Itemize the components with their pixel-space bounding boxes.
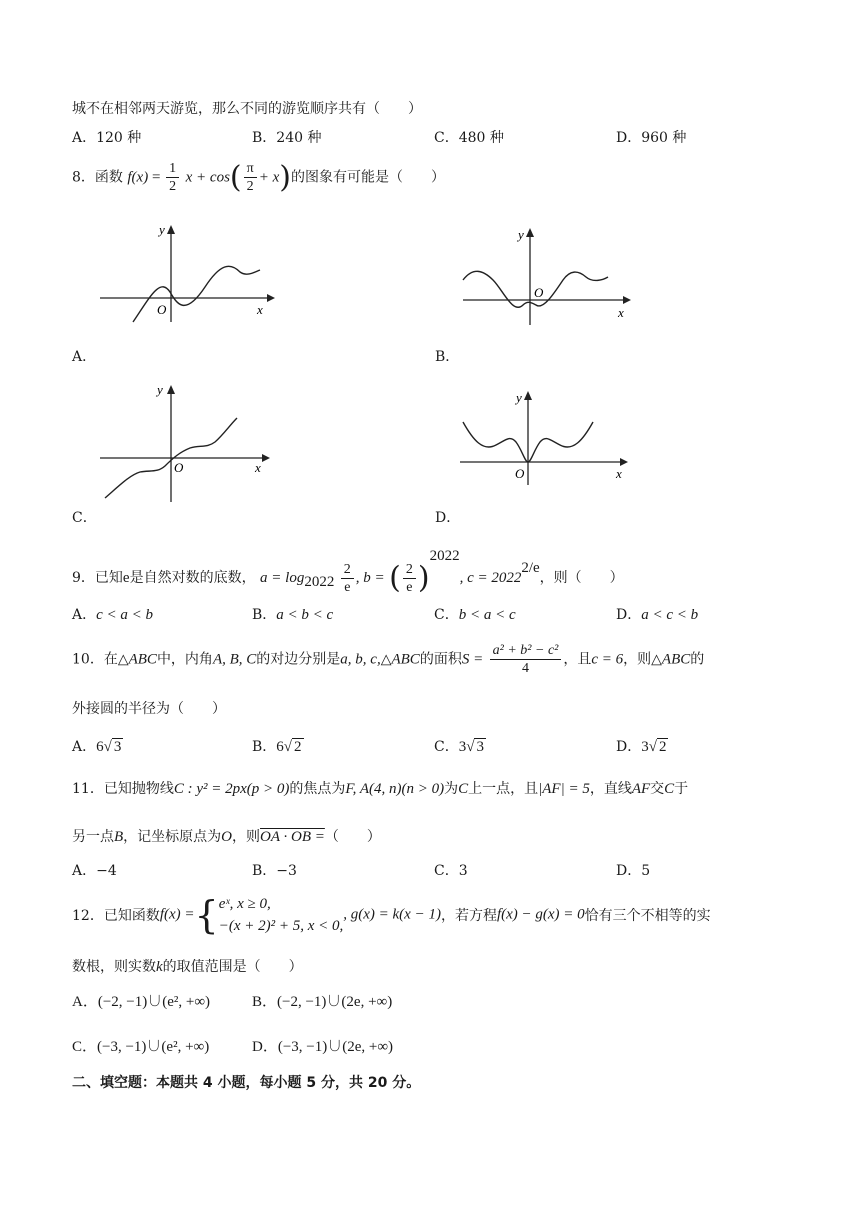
q12-piecewise: eˣ, x ≥ 0, −(x + 2)² + 5, x < 0, [218,896,344,934]
q8-label-a: A． [72,349,97,365]
svg-text:x: x [255,460,261,475]
q11-option-d: D．5 [616,863,651,879]
q8-label-b: B． [435,349,460,365]
q9-option-a: A．c < a < b [72,607,154,623]
q12-stem-line1: 12．已知函数f(x) ={ eˣ, x ≥ 0, −(x + 2)² + 5, x < 0, , g(x) = k(x − 1)，若方程f(x) − g(x) = 0恰有三个不相等的实 [72,893,711,937]
q9-option-d: D．a < c < b [616,607,699,623]
q8-graph-d [458,390,638,490]
section-2-title: 二、填空题：本题共 4 小题，每小题 5 分，共 20 分。 [72,1075,421,1091]
q8-graph-a [95,222,275,327]
q8-stem: 8．函数 f(x) = $\frac{1}{2}$ x + cos( $\frac{\pi}{2}$ + x)的图象有可能是（ ） [72,160,445,195]
q12-option-d: D．(−3, −1)∪(2e, +∞) [252,1039,394,1055]
q8-label-c: C． [72,510,97,526]
svg-text:O: O [157,302,167,317]
q9-options [72,604,792,624]
svg-text:x: x [616,466,622,481]
q11-option-a: A．−4 [72,863,117,879]
svg-text:y: y [157,382,163,397]
q8-half-fraction: $\frac{1}{2}$ [166,160,179,195]
q11-stem-line1: 11．已知抛物线C : y² = 2px(p > 0)的焦点为F, A(4, n)(n > 0)为C上一点，且|AF| = 5，直线AF交C于 [72,781,689,797]
q9-option-b: B．a < b < c [252,607,334,623]
q7-option-b: B．240 种 [252,130,322,146]
q10-options [72,736,792,756]
q7-stem-tail: 城不在相邻两天游览，那么不同的游览顺序共有（ ） [72,101,422,117]
q9-stem: 9．已知e是自然对数的底数， $a = \log_{2022}$ $\frac{2}{e}$ , b = ( $\frac{2}{e}$ )$^{2022}$, $c = 2022^{2/e}$，则（ ） [72,548,624,596]
q9-option-c: C．b < a < c [434,607,516,623]
q10-option-b: B．6√ 2 [252,739,302,755]
q7-option-a: A．120 种 [72,130,142,146]
q10-stem-line1: 10．在△ABC中，内角A, B, C的对边分别是a, b, c,△ABC的面积S = $\frac{\text{a² + b² − c²}}{4}$ ，且c = 6，则△ABC的 [72,643,705,676]
q7-options [72,127,792,147]
q10-option-a: A．6√ 3 [72,739,122,755]
q8-label-d: D． [435,510,461,526]
svg-text:y: y [516,390,522,405]
q8-graph-c [95,380,275,502]
svg-text:O: O [534,285,544,300]
q7-option-d: D．960 种 [616,130,687,146]
q10-stem-line2: 外接圆的半径为（ ） [72,701,226,717]
q8-pi-fraction: $\frac{\pi}{2}$ [244,160,257,195]
svg-text:y: y [518,227,524,242]
q10-option-d: D．3√ 2 [616,739,667,755]
q11-options [72,860,792,880]
svg-text:x: x [257,302,263,317]
svg-text:y: y [159,222,165,237]
q12-option-a: A．(−2, −1)∪(e², +∞) [72,994,211,1010]
svg-text:O: O [515,466,525,481]
q11-option-c: C．3 [434,863,468,879]
q11-stem-line2: 另一点B，记坐标原点为O，则OA · OB =（ ） [72,829,381,845]
svg-text:x: x [618,305,624,320]
q12-option-b: B．(−2, −1)∪(2e, +∞) [252,994,393,1010]
q7-option-c: C．480 种 [434,130,504,146]
q10-option-c: C．3√ 3 [434,739,484,755]
q8-graph-b [458,225,638,325]
svg-text:O: O [174,460,184,475]
q12-option-c: C．(−3, −1)∪(e², +∞) [72,1039,210,1055]
q11-option-b: B．−3 [252,863,297,879]
q12-stem-line2: 数根，则实数k的取值范围是（ ） [72,959,303,975]
